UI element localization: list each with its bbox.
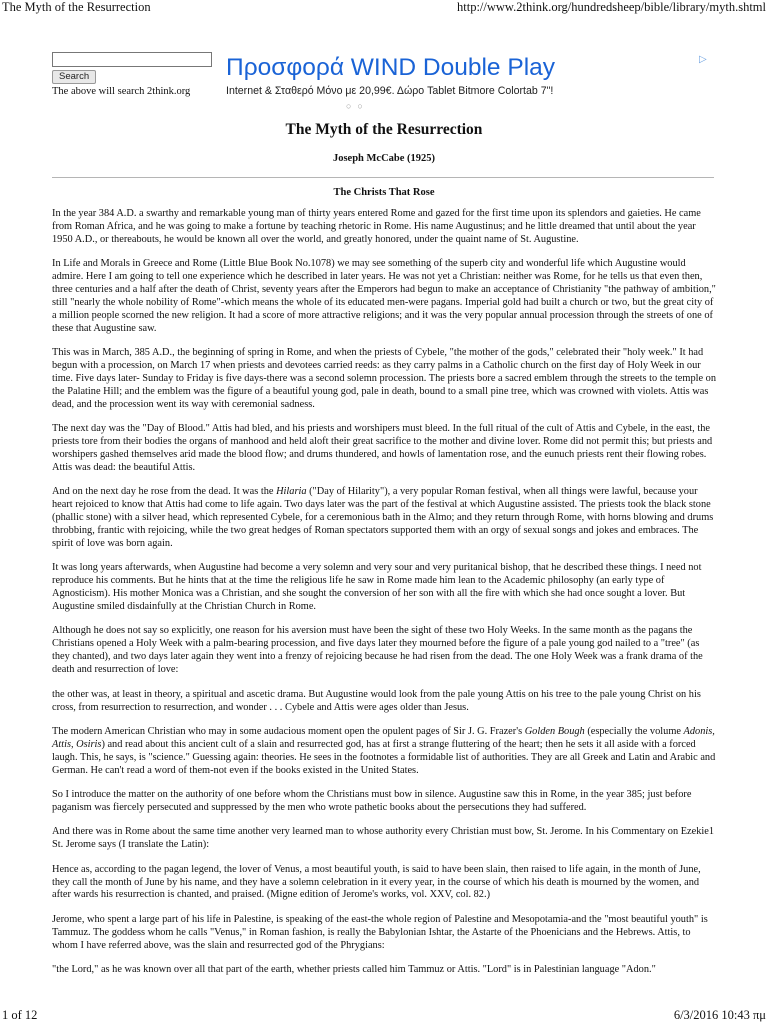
paragraph-text: The modern American Christian who may in some audacious moment open the opulent pages of Sir J. G. Frazer's	[52, 725, 525, 737]
article-paragraph	[52, 423, 716, 475]
article-paragraph	[52, 625, 716, 677]
ad-pager-dots-icon: ○○	[346, 101, 369, 111]
paragraph-text: (especially the volume	[584, 725, 684, 737]
paragraph-text: "the Lord," as he was known over all that part of the earth, whether priests called him Tammuz or Attis. "Lord" is in Palestinian language "Adon."	[52, 964, 656, 976]
divider	[52, 177, 714, 178]
print-footer	[0, 1008, 768, 1024]
article-paragraph	[52, 789, 716, 815]
italic-title: Golden Bough	[524, 725, 585, 737]
paragraph-text: Jerome, who spent a large part of his life in Palestine, is speaking of the east-the whole region of Palestine and Mesopotamia-and the "most beautiful youth" is Tammuz. The goddess whom he calls "Venus," in Roman fashion, is really the Babylonian Ishtar, the Astarte of the Phoenicians and the Hebrews. Attis, to whom I have referred above, was the slain and resurrected god of the Phrygians:	[52, 913, 708, 951]
article-paragraph	[52, 562, 716, 614]
page-number: 1 of 12	[2, 1008, 38, 1022]
paragraph-text: the other was, at least in theory, a spiritual and ascetic drama. But Augustine would look from the pale young Attis on his tree to the pale young Christ on his cross, from resurrection to resurrection, and wonder . . . Cybele and Attis were ages older than Jesus.	[52, 688, 701, 713]
paragraph-text: In the year 384 A.D. a swarthy and remarkable young man of thirty years entered Rome and gazed for the first time upon its splendors and gaieties. He came from Roman Africa, and he was going to make a fortune by teaching rhetoric in Rome. His name Augustinus; and he little dreamed that until about the year 1950 A.D., or thereabouts, he would be known all over the world, and greatly honored, under the quaint name of St. Augustine.	[52, 208, 701, 245]
print-header-url[interactable]: http://www.2think.org/hundredsheep/bible/library/myth.shtml	[457, 0, 766, 14]
article-paragraph	[52, 208, 716, 247]
paragraph-text: It was long years afterwards, when Augustine had become a very solemn and very sour and very puritanical bishop, that he described these things. I need not reproduce his comments. But he hints that at the time the religious life he saw in Rome made him lean to the Academic philosophy (an early type of Agnosticism). His mother Monica was a Christian, and she sought the conversion of her son with all the fire with which she had once sought a lover. But Augustine smiled disdainfully at the Christian Church in Rome.	[52, 562, 702, 613]
author-line: Joseph McCabe (1925)	[332, 153, 436, 164]
paragraph-text: So I introduce the matter on the authority of one before whom the Christians must bow in silence. Augustine saw this in Rome, in the year 385; just before paganism was fiercely persecuted and suppressed by the men who wrote pathetic books about the persecutions they had suffered.	[52, 789, 692, 813]
print-header	[0, 0, 768, 16]
article-paragraph	[52, 726, 716, 778]
article-paragraph	[52, 347, 716, 412]
paragraph-text: In Life and Morals in Greece and Rome (Little Blue Book No.1078) we may see something of the superb city and wonderful life which Augustine would admire. Here I am going to tell one experience which he described in later years. He was not yet a Christian: neither was Rome, for he tells us that even then, three centuries and a half after the death of Christ, seventy years after the Emperors had begun to make an acceptance of Christianity "the pathway of ambition," still "nearly the whole nobility of Rome"-which means the whole of its educated men-were pagans. Imperial gold had built a church or two, but the great city of a million people scorned the new religion. It had a score of more attractive religions; and it was the very popular annual procession through the streets of one of these that Augustine saw.	[52, 258, 716, 334]
article-paragraph	[52, 914, 716, 953]
paragraph-text: Hence as, according to the pagan legend, the lover of Venus, a most beautiful youth, is said to have been slain, then raised to life again, in the month of June, they call the month of June by his name, and they have a solemn celebration in it every year, in the course of which his death is mourned by the women, and after wards his resurrection is chanted, and praised. (Migne edition of Jerome's works, vol. XXV, col. 82.)	[52, 863, 701, 901]
section-heading: The Christs That Rose	[333, 187, 435, 198]
ad-choices-icon[interactable]: ▷	[699, 54, 707, 65]
italic-title: Hilaria	[276, 486, 307, 498]
paragraph-text: ("Day of Hilarity"), a very popular Roman festival, when all things were lawful, because your heart rejoiced to know that Attis had come to life again. Two days later was the part of the festival at which Augustine assisted. The priests took the black stone (phallic stone) with a silver head, which represented Cybele, for a ceremonious bath in the Almo; and they return through Rome, with horns blowing and drums throbbing, frantic with rejoicing, while the two great hedges of Roman spectators supported them with an orgy of sexual songs and jokes and embraces. The spirit of love was born again.	[52, 486, 714, 549]
article-paragraph	[52, 689, 716, 715]
paragraph-text: Although he does not say so explicitly, one reason for his aversion must have been the sight of these two Holy Weeks. In the same month as the pagans the Christians opened a Holy Week with a palm-bearing procession, and five days later they mourned before the figure of a pale young god nailed to a "tree" (as they chanted), and two days later again they went into a frenzy of rejoicing because he had risen from the dead. The one Holy Week was a frank drama of the death and resurrection of love:	[52, 625, 703, 676]
advertisement-banner[interactable]	[226, 54, 716, 110]
paragraph-text: And there was in Rome about the same time another very learned man to whose authority every Christian must bow, St. Jerome. In his Commentary on Ezekie1 St. Jerome says (I translate the Latin):	[52, 826, 715, 851]
paragraph-text: ) and read about this ancient cult of a slain and resurrected god, has at first a strange fluttering of the heart; then he sets it all aside with a forced laugh. This, he says, is "science." Guessing again: theories. He sees in the footnotes a formidable list of authorities. They are all Greek and Latin and Arabic and German. He can't read a word of them-not even if the books existed in the United States.	[52, 738, 716, 776]
page-title: The Myth of the Resurrection	[285, 121, 483, 138]
ad-subtitle[interactable]: Internet & Σταθερό Μόνο με 20,99€. Δώρο Tablet Bitmore Colortab 7"!	[226, 85, 554, 97]
search-button[interactable]: Search	[52, 70, 96, 84]
site-search	[52, 52, 212, 97]
italic-title: Adonis, Attis, Osiris	[52, 725, 715, 750]
print-header-title: The Myth of the Resurrection	[2, 0, 151, 14]
print-datetime: 6/3/2016 10:43 πμ	[673, 1008, 766, 1022]
paragraph-text: The next day was the "Day of Blood." Attis had bled, and his priests and worshipers must bleed. In the full ritual of the cult of Attis and Cybele, in the east, the priests tore from their bodies the organs of manhood and held aloft their great sacrifice to the mother and divine lover. Rome did not permit this; but priests and worshipers gashed themselves arid made the blood flow; and drums thundered, and howls of lamentation rose, and the eunuch priests rent their flowing robes. Attis was dead: the beautiful Attis.	[52, 423, 713, 473]
search-note: The above will search 2think.org	[52, 86, 191, 97]
article-paragraph	[52, 864, 716, 903]
article-paragraph	[52, 486, 716, 551]
article-paragraph	[52, 964, 716, 977]
search-input[interactable]	[52, 52, 212, 67]
article-body	[52, 208, 716, 989]
article-paragraph	[52, 258, 716, 335]
ad-title[interactable]: Προσφορά WIND Double Play	[226, 54, 556, 81]
paragraph-text: This was in March, 385 A.D., the beginning of spring in Rome, and when the priests of Cybele, "the mother of the gods," celebrated their "holy week." It had begun with a procession, on March 17 when priests and devotees carried reeds: as they carry palms in a Catholic church on the first day of Holy Week in our time. Five days later- Sunday to Friday is five days-there was a second solemn procession. The priests bore a sacred emblem through the streets to the temple on the Palatine Hill; and the emblem was the figure of a beautiful young god, pale in death, bound to a small pine tree, which was crowned with violets. Attis was dead, and the procession went its way with ceremonial sadness.	[52, 347, 717, 410]
paragraph-text: And on the next day he rose from the dead. It was the	[52, 486, 277, 498]
article-paragraph	[52, 826, 716, 852]
